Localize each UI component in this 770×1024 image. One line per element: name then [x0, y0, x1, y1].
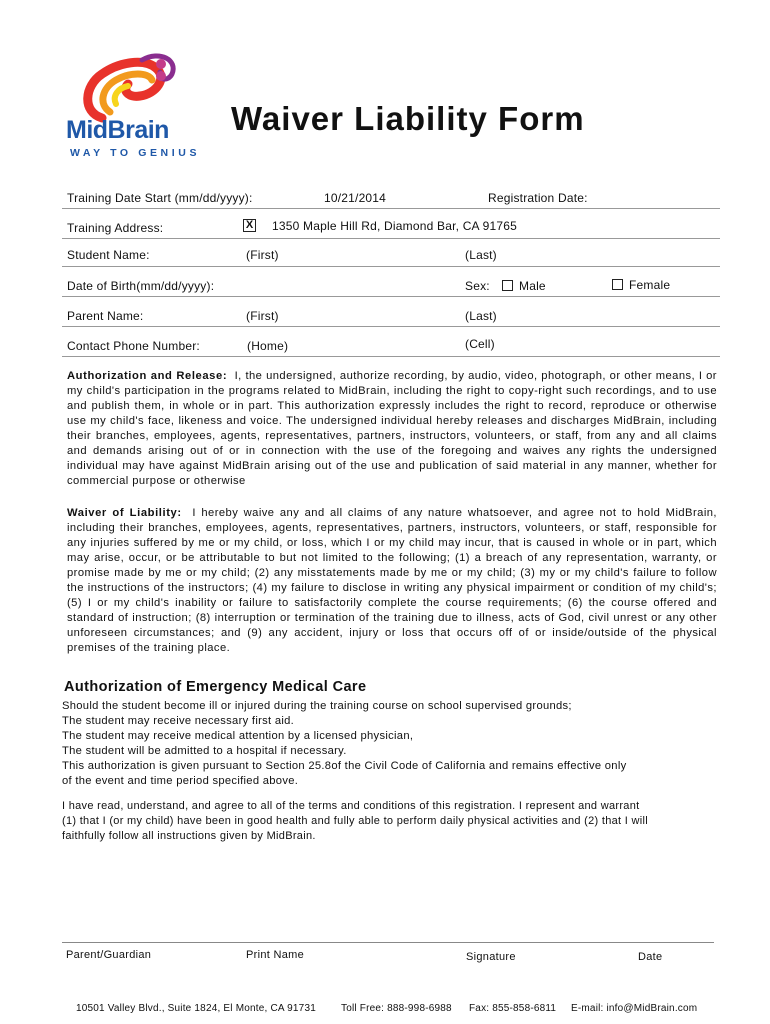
emergency-line: Should the student become ill or injured during the training course on school supervised grounds;	[62, 700, 572, 712]
training-date-value[interactable]: 10/21/2014	[324, 191, 387, 205]
print-name-label: Print Name	[246, 949, 305, 961]
emergency-line: The student will be admitted to a hospital if necessary.	[62, 745, 347, 757]
waiver-heading: Waiver of Liability:	[67, 507, 182, 519]
student-name-label: Student Name:	[67, 248, 150, 262]
authorization-heading: Authorization and Release:	[67, 370, 228, 382]
training-address-value[interactable]: 1350 Maple Hill Rd, Diamond Bar, CA 91765	[272, 219, 518, 233]
agreement-line: (1) that I (or my child) have been in good health and fully able to perform daily physical activities and (2) that I will	[62, 815, 648, 827]
footer-address: 10501 Valley Blvd., Suite 1824, El Monte, CA 91731	[76, 1003, 316, 1014]
date-label: Date	[638, 951, 663, 963]
emergency-line: of the event and time period specified above.	[62, 775, 299, 787]
sex-female-option[interactable]	[612, 278, 670, 292]
student-first[interactable]: (First)	[246, 248, 279, 262]
agreement-line: I have read, understand, and agree to all of the terms and conditions of this registration. I represent and warrant	[62, 800, 640, 812]
dob-label: Date of Birth(mm/dd/yyyy):	[67, 279, 215, 293]
signature-line	[62, 942, 714, 943]
emergency-line: The student may receive necessary first aid.	[62, 715, 295, 727]
brand-brain: Brain	[107, 116, 169, 144]
parent-guardian-label: Parent/Guardian	[66, 949, 152, 961]
footer-fax: Fax: 855-858-6811	[469, 1003, 557, 1014]
emergency-line: This authorization is given pursuant to Section 25.8of the Civil Code of California and remains effective only	[62, 760, 627, 772]
authorization-section	[67, 369, 717, 489]
title-part2: Form	[498, 100, 585, 137]
signature-label: Signature	[466, 951, 516, 963]
parent-last[interactable]: (Last)	[465, 309, 497, 323]
footer-email[interactable]: E-mail: info@MidBrain.com	[571, 1003, 698, 1014]
sex-female-label: Female	[629, 278, 671, 292]
field-divider	[62, 326, 720, 327]
training-address-checkbox[interactable]: X	[243, 219, 256, 232]
phone-cell[interactable]: (Cell)	[465, 337, 495, 351]
authorization-text: I, the undersigned, authorize recording, by audio, video, photograph, or other means, I or my child's participation in the programs related to MidBrain, including the right to copy-right such recordings, and to use and publish them, in whole or in part. This authorization expressly includes the right to record, reproduce or otherwise use my child's face, likeness and voice. The undersigned individual hereby releases and discharges MidBrain, including their branches, employees, agents, representatives, partners, instructors, volunteers, or staff, from any and all claims and demands arising out of or in connection with the use of the foregoing and waives any rights the undersigned individual may have against MidBrain arising out of the use and publication of said material in any manner, whether for commercial purpose or otherwise	[67, 370, 717, 487]
midbrain-logo	[64, 46, 214, 166]
registration-date-label: Registration Date:	[488, 191, 588, 205]
emergency-line: The student may receive medical attention by a licensed physician,	[62, 730, 414, 742]
parent-name-label: Parent Name:	[67, 309, 144, 323]
contact-phone-label: Contact Phone Number:	[67, 339, 200, 353]
midbrain-logo-icon	[64, 46, 214, 126]
parent-first[interactable]: (First)	[246, 309, 279, 323]
sex-male-option[interactable]	[502, 279, 546, 293]
sex-label: Sex:	[465, 279, 490, 293]
emergency-lines	[62, 699, 722, 789]
field-divider	[62, 266, 720, 267]
phone-home[interactable]: (Home)	[247, 339, 289, 353]
training-address-label: Training Address:	[67, 221, 164, 235]
field-divider	[62, 238, 720, 239]
emergency-heading: Authorization of Emergency Medical Care	[64, 679, 367, 695]
checkbox-icon[interactable]	[612, 279, 623, 290]
field-divider	[62, 296, 720, 297]
brand-tagline: WAY TO GENIUS	[70, 147, 201, 159]
page-title	[231, 100, 585, 138]
student-last[interactable]: (Last)	[465, 248, 497, 262]
checkbox-icon[interactable]	[502, 280, 513, 291]
sex-male-label: Male	[519, 279, 546, 293]
agreement-line: faithfully follow all instructions given by MidBrain.	[62, 830, 316, 842]
waiver-text: I hereby waive any and all claims of any nature whatsoever, and agree not to hold MidBrain, including their branches, employees, agents, representatives, partners, instructors, volunteers, or staff, responsible for any injuries suffered by me or my child, or loss, which I or my child may incur, that is caused in whole or in part, which may arise, occur, or be attributable to but not limited to the following; (1) a breach of any representation, warranty, or promise made by me or my child; (2) any misstatements made by me or my child; (3) my or my child's failure to follow the instructions of the instructors; (4) my failure to disclose in writing any physical impairment or condition of my child's; (5) I or my child's inability or failure to satisfactorily complete the course requirements; (6) the course offered and standard of instruction; (8) interruption or termination of the training due to illness, acts of God, civil unrest or any other unforeseen circumstances; and (9) any accident, injury or loss that occurs off of or inside/outside of the physical premises of the training place.	[67, 507, 717, 654]
field-divider	[62, 208, 720, 209]
brand-mid: Mid	[66, 116, 108, 144]
footer-toll-free: Toll Free: 888-998-6988	[341, 1003, 452, 1014]
agreement-lines	[62, 799, 722, 844]
training-date-label: Training Date Start (mm/dd/yyyy):	[67, 191, 253, 205]
waiver-section	[67, 506, 717, 656]
title-part1: Waiver Liability	[231, 100, 488, 137]
field-divider	[62, 356, 720, 357]
